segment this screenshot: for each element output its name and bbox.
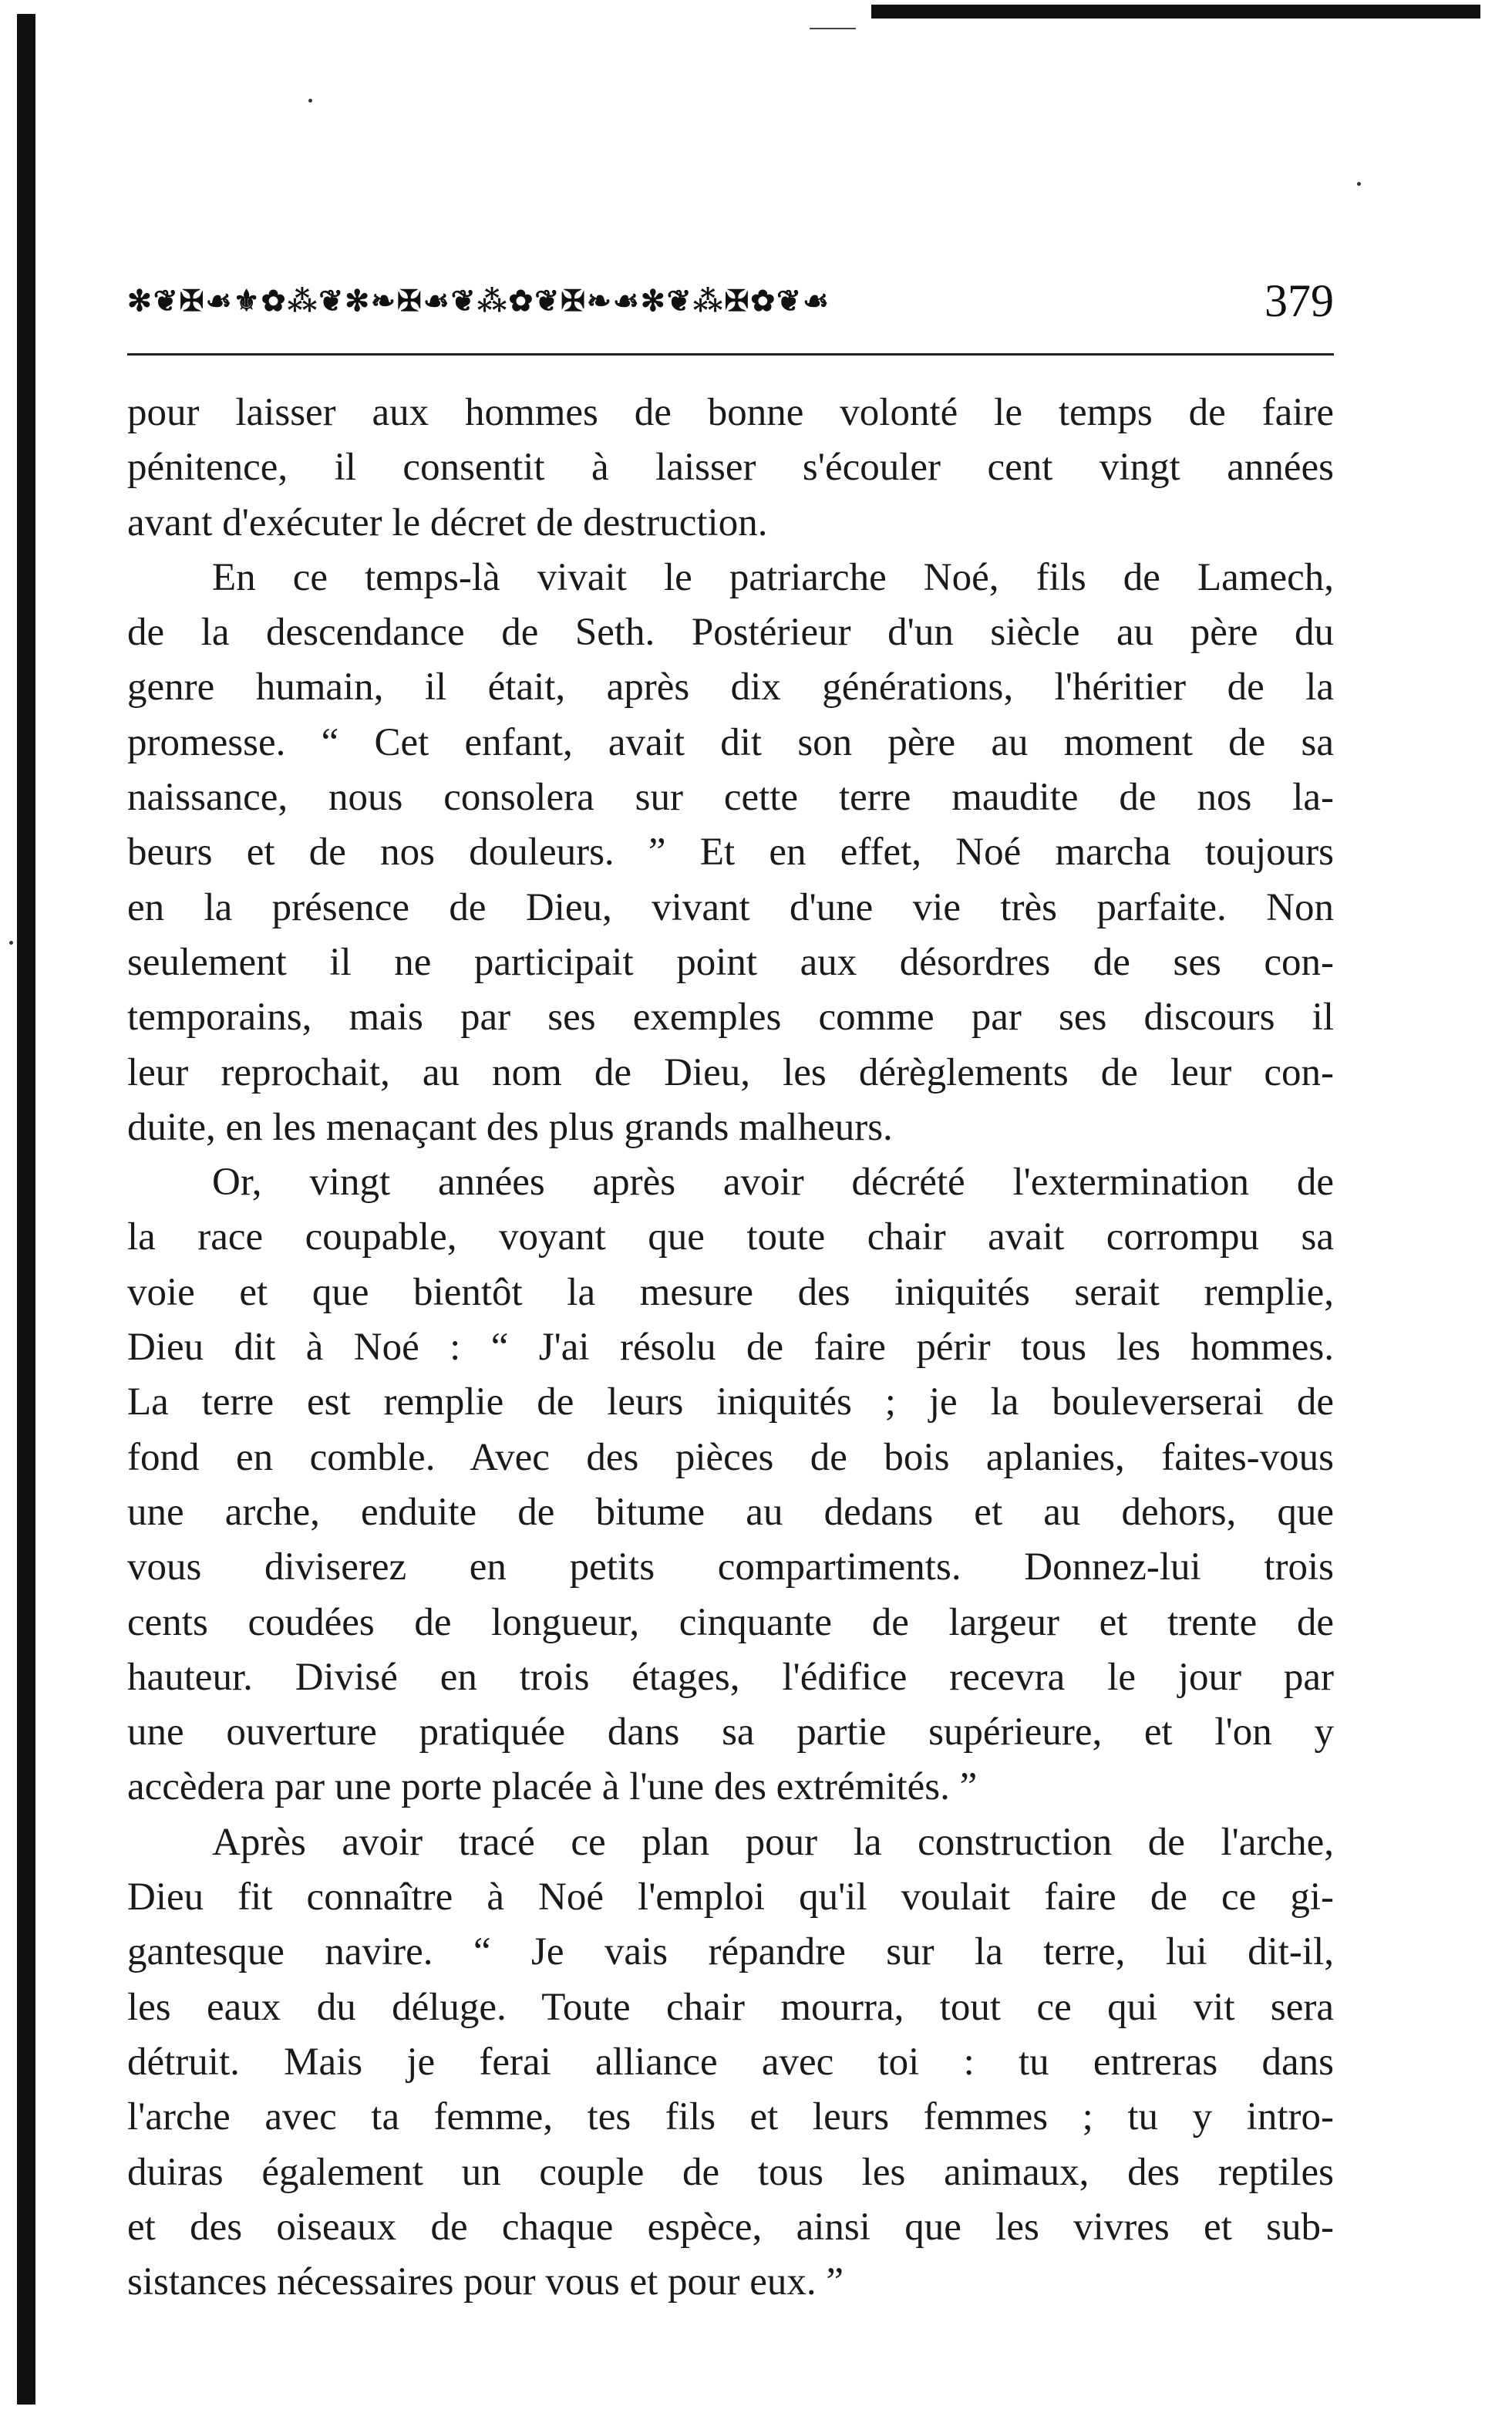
text-line: Or, vingt années après avoir décrété l'extermination de <box>212 1161 1334 1205</box>
text-line: gantesque navire. “ Je vais répandre sur la terre, lui dit-il, <box>127 1930 1334 1974</box>
text-line: les eaux du déluge. Toute chair mourra, tout ce qui vit sera <box>127 1985 1334 2029</box>
text-line: Dieu dit à Noé : “ J'ai résolu de faire périr tous les hommes. <box>127 1326 1334 1370</box>
text-line: l'arche avec ta femme, tes fils et leurs femmes ; tu y intro- <box>127 2095 1334 2139</box>
text-line: une arche, enduite de bitume au dedans et au dehors, que <box>127 1490 1334 1534</box>
text-line: pénitence, il consentit à laisser s'écouler cent vingt années <box>127 446 1334 490</box>
text-line: temporains, mais par ses exemples comme par ses discours il <box>127 996 1334 1040</box>
text-line: avant d'exécuter le décret de destruction. <box>127 500 768 544</box>
text-line: duiras également un couple de tous les animaux, des reptiles <box>127 2150 1334 2194</box>
text-line: en la présence de Dieu, vivant d'une vie très parfaite. Non <box>127 885 1334 929</box>
header-rule <box>127 353 1334 356</box>
scan-top-edge <box>871 5 1480 19</box>
text-line: et des oiseaux de chaque espèce, ainsi que les vivres et sub- <box>127 2205 1334 2249</box>
text-line: duite, en les menaçant des plus grands malheurs. <box>127 1105 893 1149</box>
text-line: seulement il ne participait point aux désordres de ses con- <box>127 940 1334 984</box>
text-line: voie et que bientôt la mesure des iniquités serait remplie, <box>127 1270 1334 1314</box>
running-head-ornament: ✻❦✠☙⚜✿⁂❦✻❧✠☙❦⁂✿❦✠❧☙✻❦⁂✠✿❦☙ <box>127 287 831 316</box>
text-line: vous diviserez en petits compartiments. Donnez-lui trois <box>127 1545 1334 1589</box>
text-line: cents coudées de longueur, cinquante de largeur et trente de <box>127 1600 1334 1644</box>
text-line: leur reprochait, au nom de Dieu, les dérèglements de leur con- <box>127 1050 1334 1094</box>
text-line: sistances nécessaires pour vous et pour eux. ” <box>127 2260 844 2304</box>
text-line: la race coupable, voyant que toute chair avait corrompu sa <box>127 1215 1334 1259</box>
text-line: accèdera par une porte placée à l'une des extrémités. ” <box>127 1765 978 1809</box>
text-line: pour laisser aux hommes de bonne volonté le temps de faire <box>127 391 1334 434</box>
page-number: 379 <box>1264 275 1334 326</box>
scan-left-edge <box>17 14 35 2405</box>
scan-speck <box>9 941 13 945</box>
text-line: La terre est remplie de leurs iniquités ; je la bouleverserai de <box>127 1380 1334 1424</box>
text-line: de la descendance de Seth. Postérieur d'un siècle au père du <box>127 611 1334 655</box>
text-line: naissance, nous consolera sur cette terre maudite de nos la- <box>127 776 1334 820</box>
scan-speck <box>1357 182 1361 186</box>
running-head <box>127 271 1334 333</box>
text-line: détruit. Mais je ferai alliance avec toi : tu entreras dans <box>127 2040 1334 2084</box>
text-line: En ce temps-là vivait le patriarche Noé, fils de Lamech, <box>212 555 1334 599</box>
text-line: une ouverture pratiquée dans sa partie supérieure, et l'on y <box>127 1710 1334 1754</box>
scan-top-mark <box>810 28 856 29</box>
text-line: Après avoir tracé ce plan pour la construction de l'arche, <box>212 1820 1334 1864</box>
text-line: fond en comble. Avec des pièces de bois aplanies, faites-vous <box>127 1435 1334 1479</box>
text-line: genre humain, il était, après dix générations, l'héritier de la <box>127 666 1334 709</box>
text-line: hauteur. Divisé en trois étages, l'édifice recevra le jour par <box>127 1655 1334 1699</box>
scan-speck <box>308 99 312 103</box>
text-line: Dieu fit connaître à Noé l'emploi qu'il voulait faire de ce gi- <box>127 1876 1334 1919</box>
body-text <box>127 386 1334 2310</box>
text-line: beurs et de nos douleurs. ” Et en effet, Noé marcha toujours <box>127 831 1334 875</box>
text-line: promesse. “ Cet enfant, avait dit son père au moment de sa <box>127 720 1334 764</box>
